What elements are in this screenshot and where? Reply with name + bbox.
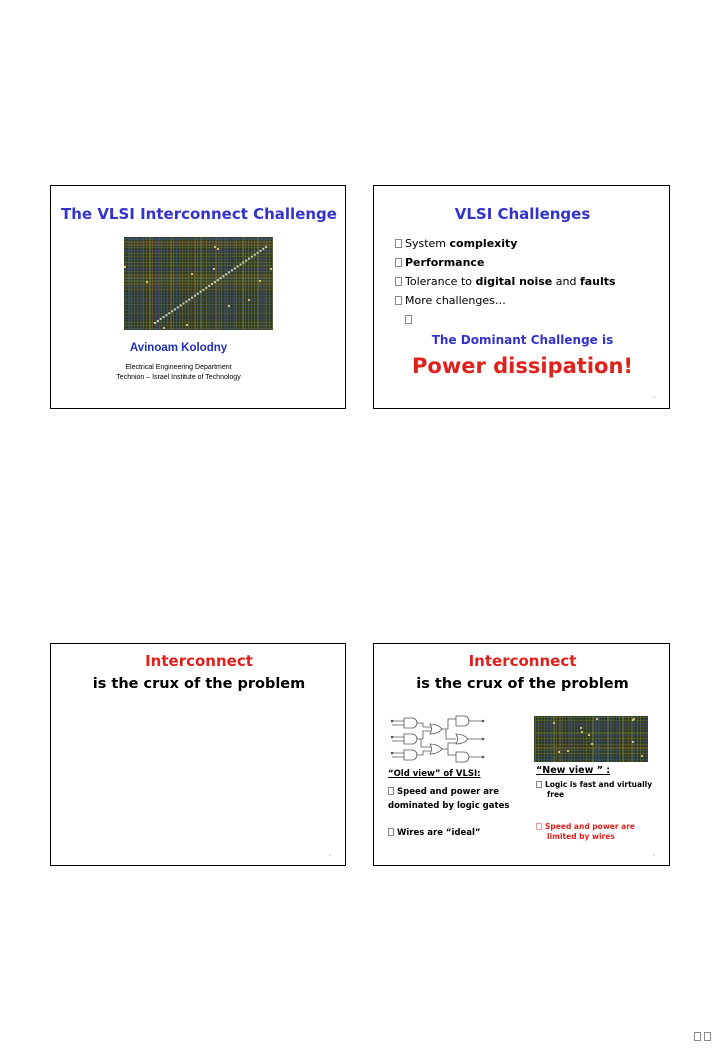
slide-heading-red: Interconnect: [468, 652, 577, 670]
department: Electrical Engineering Department: [125, 364, 232, 371]
author-name: Avinoam Kolodny: [129, 342, 228, 354]
bullet-item: System complexity: [395, 237, 517, 250]
power-dissipation-text: Power dissipation!: [412, 354, 633, 378]
bullet-item: Performance: [395, 256, 484, 269]
box-icon: [694, 1032, 701, 1041]
chip-layout-image: [124, 237, 273, 330]
bullet-icon: [536, 823, 542, 830]
page-number: •: [653, 395, 655, 401]
new-view-heading: “New view ” :: [536, 765, 611, 776]
old-view-heading: “Old view” of VLSI:: [388, 769, 481, 779]
page-number: •: [329, 853, 331, 859]
bullet-icon: [395, 296, 402, 305]
dominant-challenge-text: The Dominant Challenge is: [431, 333, 614, 347]
logic-gates-diagram: [390, 712, 490, 768]
bullet-icon: [536, 781, 542, 788]
slide-heading-black: is the crux of the problem: [92, 676, 306, 692]
slide-heading-red: Interconnect: [145, 652, 253, 670]
bullet-item: More challenges…: [395, 294, 506, 307]
slide-vlsi-challenges: [373, 185, 670, 409]
bullet-icon: [395, 277, 402, 286]
bullet-icon: [388, 828, 394, 836]
page-number: •: [653, 853, 655, 859]
new-view-bullet: Logic is fast and virtually free: [536, 780, 667, 800]
bullet-icon: [395, 258, 402, 267]
old-view-bullet: Speed and power are dominated by logic gates: [388, 787, 510, 811]
bullet-item: Tolerance to digital noise and faults: [395, 275, 616, 288]
slide-title-heading: The VLSI Interconnect Challenge: [61, 205, 337, 223]
sub-bullet: [405, 313, 415, 326]
bullet-icon: [388, 787, 394, 795]
bullet-icon: [395, 239, 402, 248]
corner-glyph: [694, 1032, 714, 1043]
slide-interconnect-1: [50, 643, 346, 866]
slide-title: [50, 185, 346, 409]
bullet-icon: [405, 315, 412, 324]
slide-heading: VLSI Challenges: [454, 205, 591, 223]
box-icon: [704, 1032, 711, 1041]
chip-wires-image: [534, 716, 648, 762]
slide-heading-black: is the crux of the problem: [416, 676, 629, 692]
slide-interconnect-2: [373, 643, 670, 866]
institute: Technion – Israel Institute of Technology: [116, 374, 241, 381]
old-view-bullet: Wires are “ideal”: [388, 828, 481, 838]
new-view-bullet-red: Speed and power are limited by wires: [536, 822, 667, 842]
